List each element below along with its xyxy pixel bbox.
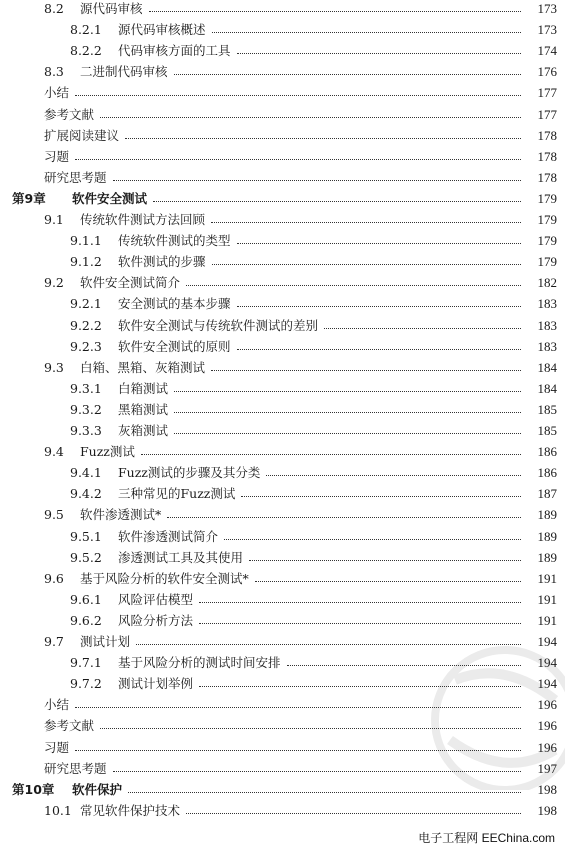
toc-page-number: 178 (537, 169, 557, 185)
toc-leader-dots (75, 82, 521, 103)
toc-page-number: 197 (537, 760, 557, 776)
toc-entry-title: 源代码审核概述 (118, 22, 206, 38)
toc-entry-number: 9.6 (44, 570, 64, 586)
toc-entry-row[interactable] (0, 399, 565, 420)
toc-page-number: 177 (537, 85, 557, 101)
toc-entry-title: 软件渗透测试* (80, 507, 162, 523)
toc-entry-number: 9.4.2 (70, 486, 102, 502)
toc-leader-dots (199, 610, 521, 631)
toc-page-number: 183 (537, 317, 557, 333)
toc-leader-dots (167, 504, 521, 525)
toc-entry-row[interactable] (0, 610, 565, 631)
toc-entry-number: 9.1.2 (70, 254, 102, 270)
toc-entry-title: 黑箱测试 (118, 401, 169, 417)
toc-entry-number: 9.3.1 (70, 380, 102, 396)
toc-entry-row[interactable] (0, 357, 565, 378)
toc-entry-title: 软件测试的步骤 (118, 254, 206, 270)
toc-entry-title: 灰箱测试 (118, 423, 169, 438)
toc-entry-number: 第10章 (12, 781, 55, 797)
toc-leader-dots (237, 336, 521, 357)
toc-page-number: 182 (537, 275, 557, 291)
toc-page-number: 178 (537, 148, 557, 164)
toc-page-number: 198 (537, 781, 557, 797)
toc-entry-row[interactable] (0, 209, 565, 230)
toc-entry-row[interactable] (0, 82, 565, 103)
toc-page-number: 184 (537, 380, 557, 396)
footer-watermark-text: 电子工程网 EEChina.com (418, 831, 555, 845)
toc-page-number: 189 (537, 549, 557, 565)
toc-page-number: 191 (537, 591, 557, 607)
toc-entry-row[interactable] (0, 589, 565, 610)
toc-page-number: 183 (537, 338, 557, 354)
toc-entry-row[interactable] (0, 125, 565, 146)
toc-entry-number: 9.1 (44, 212, 64, 227)
toc-leader-dots (241, 483, 521, 504)
toc-leader-dots (174, 61, 521, 82)
toc-page-number: 196 (537, 718, 557, 734)
toc-entry-number: 9.6.1 (70, 591, 102, 607)
toc-entry-title: Fuzz测试 (80, 444, 135, 460)
toc-page-number: 179 (537, 254, 557, 270)
toc-leader-dots (255, 568, 521, 589)
toc-entry-number: 8.3 (44, 64, 64, 80)
toc-leader-dots (237, 293, 521, 314)
toc-entry-title: 安全测试的基本步骤 (118, 296, 231, 312)
toc-entry-number: 9.6.2 (70, 612, 102, 628)
toc-leader-dots (211, 209, 521, 230)
toc-page-number: 191 (537, 612, 557, 628)
toc-entry-row[interactable] (0, 441, 565, 462)
toc-page-number: 187 (537, 486, 557, 502)
toc-entry-title: 风险分析方法 (118, 612, 194, 628)
toc-entry-row[interactable] (0, 0, 565, 19)
toc-entry-number: 9.7.2 (70, 676, 102, 692)
toc-leader-dots (186, 272, 521, 293)
toc-leader-dots (174, 420, 521, 441)
toc-leader-dots (224, 526, 521, 547)
toc-chapter-row[interactable] (0, 188, 565, 209)
toc-entry-number: 9.3.3 (70, 423, 102, 438)
toc-entry-number: 9.5.2 (70, 549, 102, 565)
toc-entry-title: 白箱测试 (118, 380, 169, 396)
toc-entry-title: 传统软件测试的类型 (118, 233, 231, 249)
toc-entry-row[interactable] (0, 336, 565, 357)
toc-leader-dots (75, 146, 521, 167)
toc-entry-number: 9.3 (44, 359, 64, 375)
toc-page-number: 186 (537, 444, 557, 460)
toc-page-number: 189 (537, 507, 557, 523)
toc-entry-title: 风险评估模型 (118, 591, 194, 607)
toc-page-number: 173 (537, 1, 557, 16)
toc-entry-row[interactable] (0, 504, 565, 525)
toc-entry-title: 软件安全测试与传统软件测试的差别 (118, 317, 319, 333)
toc-entry-title: 参考文献 (44, 106, 95, 122)
toc-entry-title: 白箱、黑箱、灰箱测试 (80, 359, 206, 375)
toc-page-number: 184 (537, 359, 557, 375)
toc-entry-row[interactable] (0, 526, 565, 547)
toc-entry-title: 传统软件测试方法回顾 (80, 212, 206, 227)
toc-leader-dots (125, 125, 521, 146)
toc-entry-row[interactable] (0, 800, 565, 821)
toc-entry-row[interactable] (0, 293, 565, 314)
toc-page-number: 173 (537, 22, 557, 38)
toc-entry-row[interactable] (0, 61, 565, 82)
toc-entry-title: 二进制代码审核 (80, 64, 168, 80)
toc-page-number: 189 (537, 528, 557, 544)
toc-page-number: 179 (537, 212, 557, 227)
toc-entry-row[interactable] (0, 378, 565, 399)
toc-entry-title: 测试计划 (80, 634, 131, 649)
toc-entry-number: 9.2 (44, 275, 64, 291)
toc-page-number: 176 (537, 64, 557, 80)
toc-entry-number: 8.2 (44, 1, 64, 16)
toc-page-number: 196 (537, 739, 557, 755)
toc-entry-row[interactable] (0, 272, 565, 293)
toc-entry-row[interactable] (0, 167, 565, 188)
toc-entry-title: 源代码审核 (80, 1, 143, 16)
toc-page-number: 194 (537, 655, 557, 671)
toc-entry-number: 8.2.1 (70, 22, 102, 38)
toc-entry-number: 9.5 (44, 507, 64, 523)
toc-leader-dots (266, 462, 521, 483)
toc-entry-title: 渗透测试工具及其使用 (118, 549, 244, 565)
toc-entry-title: 常见软件保护技术 (80, 802, 181, 818)
toc-entry-row[interactable] (0, 251, 565, 272)
toc-leader-dots (249, 547, 521, 568)
toc-page-number: 179 (537, 233, 557, 249)
toc-entry-number: 9.4 (44, 444, 64, 460)
toc-entry-title: 软件保护 (72, 781, 123, 797)
toc-page-number: 194 (537, 676, 557, 692)
toc-page-number: 194 (537, 634, 557, 649)
toc-entry-row[interactable] (0, 568, 565, 589)
toc-entry-number: 9.5.1 (70, 528, 102, 544)
toc-entry-row[interactable] (0, 40, 565, 61)
toc-entry-row[interactable] (0, 19, 565, 40)
toc-entry-row[interactable] (0, 483, 565, 504)
toc-leader-dots (100, 104, 521, 125)
toc-entry-number: 第9章 (12, 190, 46, 206)
toc-entry-title: 三种常见的Fuzz测试 (118, 486, 236, 502)
toc-leader-dots (153, 188, 521, 209)
toc-page-number: 198 (537, 802, 557, 818)
toc-page-number: 185 (537, 401, 557, 417)
watermark-seal (395, 640, 565, 790)
toc-entry-title: 软件安全测试 (72, 190, 148, 206)
toc-entry-number: 9.2.3 (70, 338, 102, 354)
toc-leader-dots (212, 251, 521, 272)
toc-page-number: 177 (537, 106, 557, 122)
toc-entry-title: 代码审核方面的工具 (118, 43, 231, 59)
toc-page-number: 186 (537, 465, 557, 481)
toc-page-number: 183 (537, 296, 557, 312)
toc-entry-title: 测试计划举例 (118, 676, 194, 692)
toc-entry-title: 基于风险分析的测试时间安排 (118, 655, 281, 671)
toc-entry-title: 软件安全测试简介 (80, 275, 181, 291)
toc-leader-dots (141, 441, 521, 462)
toc-entry-number: 9.3.2 (70, 401, 102, 417)
toc-entry-number: 9.2.2 (70, 317, 102, 333)
toc-leader-dots (113, 167, 521, 188)
toc-entry-row[interactable] (0, 230, 565, 251)
toc-entry-title: 研究思考题 (44, 760, 107, 776)
toc-leader-dots (237, 230, 521, 251)
toc-page-number: 191 (537, 570, 557, 586)
toc-entry-title: 软件安全测试的原则 (118, 338, 231, 354)
toc-page-number: 185 (537, 423, 557, 438)
toc-entry-title: 习题 (44, 148, 70, 164)
toc-entry-number: 10.1 (44, 802, 72, 818)
toc-leader-dots (174, 399, 521, 420)
toc-leader-dots (199, 589, 521, 610)
toc-entry-title: 习题 (44, 739, 70, 755)
toc-entry-row[interactable] (0, 420, 565, 441)
toc-entry-row[interactable] (0, 547, 565, 568)
toc-page-number: 179 (537, 190, 557, 206)
toc-entry-title: 参考文献 (44, 718, 95, 734)
toc-entry-row[interactable] (0, 462, 565, 483)
toc-entry-row[interactable] (0, 104, 565, 125)
toc-leader-dots (149, 0, 521, 19)
toc-page-number: 178 (537, 127, 557, 143)
toc-leader-dots (186, 800, 521, 821)
toc-entry-title: 基于风险分析的软件安全测试* (80, 570, 249, 586)
toc-leader-dots (324, 315, 521, 336)
toc-entry-title: Fuzz测试的步骤及其分类 (118, 465, 261, 481)
toc-page-number: 196 (537, 697, 557, 713)
toc-entry-row[interactable] (0, 315, 565, 336)
toc-entry-title: 研究思考题 (44, 169, 107, 185)
toc-entry-number: 9.7 (44, 634, 64, 649)
toc-entry-row[interactable] (0, 146, 565, 167)
toc-entry-title: 小结 (44, 697, 70, 713)
toc-leader-dots (212, 19, 521, 40)
toc-leader-dots (174, 378, 521, 399)
toc-leader-dots (237, 40, 521, 61)
toc-entry-title: 软件渗透测试简介 (118, 528, 219, 544)
toc-entry-number: 9.4.1 (70, 465, 102, 481)
toc-entry-number: 9.7.1 (70, 655, 102, 671)
toc-entry-number: 9.1.1 (70, 233, 102, 249)
toc-page-number: 174 (537, 43, 557, 59)
toc-entry-title: 小结 (44, 85, 70, 101)
toc-entry-number: 9.2.1 (70, 296, 102, 312)
toc-entry-number: 8.2.2 (70, 43, 102, 59)
toc-leader-dots (211, 357, 521, 378)
toc-entry-title: 扩展阅读建议 (44, 127, 120, 143)
